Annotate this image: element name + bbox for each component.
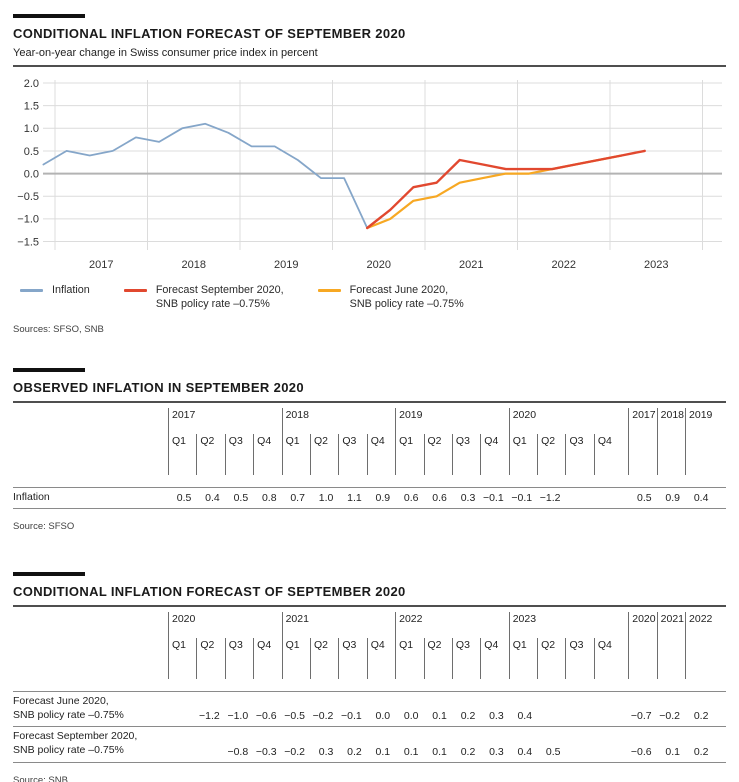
x-axis-tick-label: 2023 <box>644 259 669 271</box>
table-cell-annual-value: 0.2 <box>693 745 709 758</box>
label-column-spacer <box>13 638 168 679</box>
table-header-annual-divider <box>628 434 656 475</box>
table-cell-quarter-value: 0.4 <box>517 745 533 758</box>
table-cell-quarter-value: −1.2 <box>199 710 220 723</box>
section-marker-bar <box>13 14 85 18</box>
table-header-quarter: Q3 <box>565 434 593 475</box>
table-header-quarter: Q2 <box>424 434 452 475</box>
table-cell-quarter-value: 0.2 <box>460 745 476 758</box>
table-header-year: 2021 <box>282 612 396 638</box>
table-cell-annual-value: 0.2 <box>693 710 709 723</box>
table-header-quarter: Q1 <box>395 638 423 679</box>
table-header-annual-year: 2021 <box>657 612 685 638</box>
table-header-quarter: Q4 <box>253 434 281 475</box>
table-header-year: 2019 <box>395 408 509 434</box>
x-axis-tick-label: 2020 <box>366 259 391 271</box>
legend-label-line: Forecast June 2020, <box>349 284 449 296</box>
x-axis-tick-label: 2018 <box>181 259 206 271</box>
row-label-line: Inflation <box>13 490 50 503</box>
table-cell-quarter-value <box>565 504 593 508</box>
legend-label-line: Forecast September 2020, <box>155 284 284 296</box>
x-axis-tick-label: 2021 <box>459 259 484 271</box>
observed-table-top-rule <box>13 401 726 403</box>
label-column-spacer <box>13 434 168 475</box>
legend-label <box>52 283 90 312</box>
table-cell-quarter-value <box>594 722 622 726</box>
table-header-quarter: Q1 <box>168 434 196 475</box>
legend-line-swatch <box>124 289 147 292</box>
legend-label <box>350 283 464 312</box>
table-header-quarter: Q3 <box>338 434 366 475</box>
table-header-quarter: Q4 <box>367 434 395 475</box>
table-header-year-row <box>13 408 726 434</box>
table-cell-quarter-value: 0.1 <box>432 710 447 723</box>
table-header-year: 2022 <box>395 612 509 638</box>
table-header-year: 2020 <box>509 408 623 434</box>
table-header-quarter: Q4 <box>480 434 508 475</box>
table-header-quarter: Q4 <box>594 638 622 679</box>
table-cell-quarter-value <box>594 758 622 762</box>
table-header-quarter: Q1 <box>282 434 310 475</box>
table-header-quarter: Q2 <box>310 638 338 679</box>
table-header-quarter: Q2 <box>196 638 224 679</box>
table-cell-quarter-value: −0.2 <box>312 710 334 723</box>
table-header-year: 2017 <box>168 408 282 434</box>
table-cell-quarter-value <box>537 722 565 726</box>
legend-line-swatch <box>318 289 341 292</box>
chart-subtitle: Year-on-year change in Swiss consumer price index in percent <box>13 47 318 59</box>
table-cell-quarter-value <box>565 758 593 762</box>
table-cell-quarter-value: 0.8 <box>261 492 277 505</box>
table-cell-quarter-value: −1.0 <box>227 710 249 723</box>
chart-canvas <box>13 68 726 275</box>
table-cell-quarter-value: 1.0 <box>318 492 334 505</box>
row-label <box>13 692 168 726</box>
table-header-quarter: Q2 <box>424 638 452 679</box>
table-header-year-row <box>13 612 726 638</box>
y-axis-tick-label: 1.0 <box>23 123 39 136</box>
x-axis-tick-label: 2019 <box>274 259 299 271</box>
y-axis-tick-label: −1.0 <box>17 213 39 226</box>
table-header-quarter: Q1 <box>509 434 537 475</box>
table-cell-quarter-value: 0.1 <box>432 745 447 758</box>
table-header-annual-divider <box>685 638 713 679</box>
table-cell-annual-value: 0.1 <box>665 745 681 758</box>
table-header-quarter: Q3 <box>225 638 253 679</box>
table-header-quarter: Q4 <box>594 434 622 475</box>
label-column-spacer <box>13 612 168 638</box>
label-column-spacer <box>13 408 168 434</box>
row-label-line: Forecast June 2020, <box>13 695 109 708</box>
table-cell-quarter-value: 0.2 <box>460 710 476 723</box>
table-body <box>13 487 726 510</box>
table-cell-quarter-value <box>168 758 196 762</box>
legend-item <box>124 283 284 312</box>
forecast-table-top-rule <box>13 605 726 607</box>
chart-sources: Sources: SFSO, SNB <box>13 323 104 335</box>
chart-title: CONDITIONAL INFLATION FORECAST OF SEPTEMBER 2020 <box>13 26 406 41</box>
row-label-line: SNB policy rate –0.75% <box>13 708 124 721</box>
table-cell-quarter-value: 0.9 <box>375 492 391 505</box>
table-cell-quarter-value: 0.6 <box>432 492 447 505</box>
table-header-quarter-row <box>13 638 726 679</box>
y-axis-tick-label: −0.5 <box>17 191 39 204</box>
legend-label-line: SNB policy rate –0.75% <box>349 298 464 311</box>
table-cell-quarter-value: 0.0 <box>375 710 391 723</box>
table-header-year: 2020 <box>168 612 282 638</box>
y-axis-tick-label: 2.0 <box>23 77 39 90</box>
table-header <box>13 612 726 679</box>
table-header-quarter: Q3 <box>225 434 253 475</box>
inflation-chart <box>13 68 726 280</box>
table-header-quarter: Q2 <box>537 638 565 679</box>
y-axis-tick-label: 0.0 <box>23 168 39 181</box>
table-header-annual-year: 2018 <box>657 408 685 434</box>
section-observed-inflation <box>13 368 726 533</box>
table-cell-quarter-value <box>594 504 622 508</box>
table-cell-quarter-value: 0.7 <box>290 492 305 505</box>
table-cell-quarter-value: 0.3 <box>489 745 504 758</box>
table-cell-quarter-value: −0.1 <box>511 492 533 505</box>
table-row <box>13 691 726 726</box>
table-header-annual-divider <box>657 638 685 679</box>
row-label-line: SNB policy rate –0.75% <box>13 744 124 757</box>
section-marker-bar <box>13 572 85 576</box>
table-cell-quarter-value <box>168 722 196 726</box>
table-header-quarter: Q3 <box>452 434 480 475</box>
table-header-quarter: Q1 <box>395 434 423 475</box>
table-cell-annual-value: −0.7 <box>630 710 652 723</box>
row-label <box>13 488 168 509</box>
table-header-quarter: Q4 <box>480 638 508 679</box>
table-row <box>13 726 726 761</box>
table-cell-quarter-value: −0.1 <box>341 710 362 723</box>
legend-label <box>156 283 284 312</box>
table-header-quarter: Q3 <box>452 638 480 679</box>
table-cell-annual-value: 0.5 <box>637 492 652 505</box>
table-header-annual-divider <box>628 638 656 679</box>
table-cell-quarter-value: 0.0 <box>403 710 419 723</box>
row-label-line: Forecast September 2020, <box>13 730 138 743</box>
table-cell-quarter-value: 1.1 <box>347 492 362 505</box>
row-label <box>13 727 168 761</box>
table-header-annual-year: 2017 <box>628 408 656 434</box>
table-header-quarter: Q1 <box>282 638 310 679</box>
table-header-annual-year: 2022 <box>685 612 713 638</box>
table-cell-quarter-value: 0.4 <box>205 492 220 505</box>
table-header-quarter: Q1 <box>168 638 196 679</box>
table-cell-quarter-value: 0.6 <box>403 492 419 505</box>
table-cell-annual-value: 0.4 <box>693 492 709 505</box>
table-cell-quarter-value <box>565 722 593 726</box>
table-header-annual-year: 2020 <box>628 612 656 638</box>
table-header-quarter: Q2 <box>537 434 565 475</box>
series-line-inflation <box>43 124 367 228</box>
table-header-annual-year: 2019 <box>685 408 713 434</box>
table-cell-quarter-value: −0.3 <box>255 745 277 758</box>
table-header-annual-divider <box>657 434 685 475</box>
table-header <box>13 408 726 475</box>
table-cell-quarter-value: −0.8 <box>227 745 249 758</box>
table-cell-quarter-value: 0.4 <box>517 710 533 723</box>
conditional-forecast-table <box>13 612 726 763</box>
legend-item <box>20 283 90 312</box>
observed-inflation-table <box>13 408 726 510</box>
table-cell-quarter-value: 0.1 <box>403 745 419 758</box>
table-cell-quarter-value: −0.1 <box>482 492 504 505</box>
table-cell-quarter-value: −0.2 <box>284 745 305 758</box>
table-header-year: 2023 <box>509 612 623 638</box>
table-header-quarter: Q4 <box>367 638 395 679</box>
table-header-quarter-row <box>13 434 726 475</box>
y-axis-tick-label: 1.5 <box>23 100 39 113</box>
table-header-quarter: Q2 <box>310 434 338 475</box>
table-cell-quarter-value <box>196 758 224 762</box>
y-axis-tick-label: −1.5 <box>17 236 39 249</box>
table-cell-quarter-value: 0.5 <box>233 492 249 505</box>
table-header-quarter: Q1 <box>509 638 537 679</box>
table-cell-quarter-value: 0.3 <box>318 745 334 758</box>
table-cell-quarter-value: −0.6 <box>255 710 277 723</box>
table-cell-quarter-value: 0.2 <box>347 745 362 758</box>
table-header-year: 2018 <box>282 408 396 434</box>
chart-legend <box>13 283 726 312</box>
table-cell-quarter-value: 0.5 <box>176 492 192 505</box>
table-row <box>13 487 726 509</box>
table-header-quarter: Q3 <box>565 638 593 679</box>
table-cell-annual-value: 0.9 <box>665 492 681 505</box>
section-chart <box>13 14 726 335</box>
table-cell-annual-value: −0.2 <box>659 710 681 723</box>
observed-table-title: OBSERVED INFLATION IN SEPTEMBER 2020 <box>13 379 304 395</box>
legend-label-line: SNB policy rate –0.75% <box>155 298 270 311</box>
table-header-quarter: Q3 <box>338 638 366 679</box>
y-axis-tick-label: 0.5 <box>23 145 39 158</box>
x-axis-tick-label: 2017 <box>89 259 114 271</box>
table-cell-quarter-value: −1.2 <box>539 492 561 505</box>
series-line-forecast-september-2020 <box>367 151 645 228</box>
forecast-table-title: CONDITIONAL INFLATION FORECAST OF SEPTEMBER 2020 <box>13 584 406 600</box>
observed-table-source: Source: SFSO <box>13 521 75 533</box>
forecast-table-source: Source: SNB <box>13 774 68 782</box>
section-marker-bar <box>13 368 85 372</box>
table-cell-annual-value: −0.6 <box>630 745 652 758</box>
table-header-annual-divider <box>685 434 713 475</box>
table-header-quarter: Q2 <box>196 434 224 475</box>
table-cell-quarter-value: 0.1 <box>375 745 391 758</box>
legend-label-line: Inflation <box>52 284 90 296</box>
table-cell-quarter-value: 0.3 <box>460 492 476 505</box>
legend-item <box>318 283 464 312</box>
section-forecast-table <box>13 572 726 782</box>
table-cell-quarter-value: −0.5 <box>284 710 305 723</box>
table-body <box>13 691 726 763</box>
chart-top-rule <box>13 65 726 67</box>
table-header-quarter: Q4 <box>253 638 281 679</box>
legend-line-swatch <box>20 289 43 292</box>
table-cell-quarter-value: 0.3 <box>489 710 504 723</box>
x-axis-tick-label: 2022 <box>551 259 576 271</box>
table-cell-quarter-value: 0.5 <box>545 745 561 758</box>
